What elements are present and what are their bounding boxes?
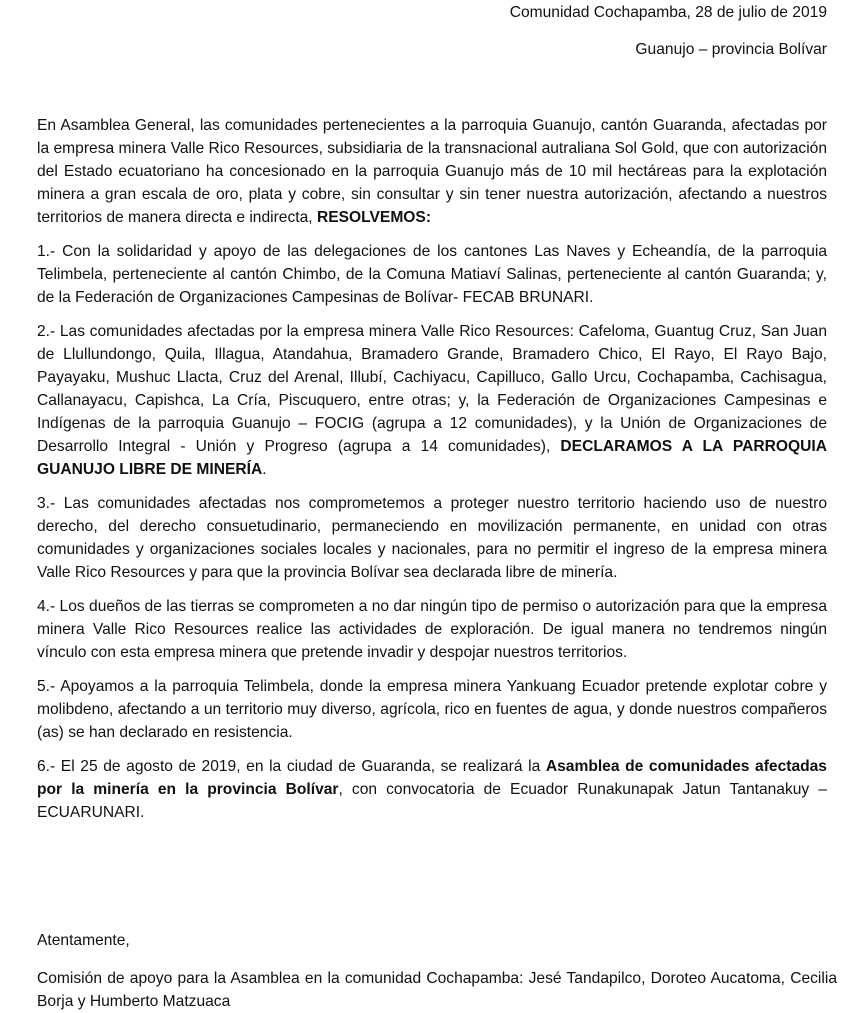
intro-text: En Asamblea General, las comunidades pertenecientes a la parroquia Guanujo, cantón Guaranda, afectadas por la empresa minera Valle Rico Resources, subsidiaria de la transnacional autraliana Sol Gold, que con autorización del Estado ecuatoriano ha concesionado en la parroquia Guanujo más de 10 mil hectáreas para la explotación minera a gran escala de oro, plata y cobre, sin consultar y sin tener nuestra autorización, afectando a nuestros territorios de manera directa e indirecta, — [37, 117, 827, 226]
resolution-3 — [37, 492, 827, 584]
resolution-text: 1.- Con la solidaridad y apoyo de las delegaciones de los cantones Las Naves y Echeandía, de la parroquia Telimbela, perteneciente al cantón Chimbo, de la Comuna Matiaví Salinas, perteneciente al cantón Guaranda; y, de la Federación de Organizaciones Campesinas de Bolívar- FECAB BRUNARI. — [37, 243, 827, 306]
resolution-1 — [37, 240, 827, 309]
closing-salutation: Atentamente, — [37, 932, 130, 949]
resolution-bold: DECLARAMOS A LA PARROQUIA GUANUJO LIBRE DE MINERÍA — [37, 438, 828, 478]
resolution-text: 5.- Apoyamos a la parroquia Telimbela, donde la empresa minera Yankuang Ecuador pretende explotar cobre y molibdeno, afectando a un territorio muy diverso, agrícola, rico en fuentes de agua, y donde nuestros compañeros (as) se han declarado en resistencia. — [37, 678, 827, 741]
intro-bold: RESOLVEMOS: — [316, 209, 432, 226]
date-line: Comunidad Cochapamba, 28 de julio de 2019 — [509, 4, 827, 21]
resolution-5 — [37, 675, 827, 744]
resolution-text: 2.- Las comunidades afectadas por la empresa minera Valle Rico Resources: Cafeloma, Guantug Cruz, San Juan de Llullundongo, Quila, Illagua, Atandahua, Bramadero Grande, Bramadero Chico, El Rayo, El Rayo Bajo, Payayaku, Mushuc Llacta, Cruz del Arenal, Illubí, Cachiyacu, Capilluco, Gallo Urcu, Cochapamba, Cachisagua, Callanayacu, Capishca, La Cría, Piscuquero, entre otras; y, la Federación de Organizaciones Campesinas e Indígenas de la parroquia Guanujo – FOCIG (agrupa a 12 comunidades), y la Unión de Organizaciones de Desarrollo Integral - Unión y Progreso (agrupa a 14 comunidades), — [37, 323, 827, 455]
place-line: Guanujo – provincia Bolívar — [635, 41, 827, 58]
intro-paragraph — [37, 114, 827, 229]
resolution-bold: Asamblea de comunidades afectadas por la minería en la provincia Bolívar — [37, 758, 827, 798]
document-body — [37, 114, 827, 835]
resolution-text: 3.- Las comunidades afectadas nos comprometemos a proteger nuestro territorio haciendo uso de nuestro derecho, del derecho consuetudinario, permaneciendo en movilización permanente, en unidad con otras comunidades y organizaciones sociales locales y nacionales, para no permitir el ingreso de la empresa minera Valle Rico Resources y para que la provincia Bolívar sea declarada libre de minería. — [37, 495, 827, 581]
resolution-tail: , con convocatoria de Ecuador Runakunapak Jatun Tantanakuy – ECUARUNARI. — [37, 781, 827, 821]
resolution-2 — [37, 320, 827, 481]
resolution-6 — [37, 755, 827, 824]
resolution-4 — [37, 595, 827, 664]
signature-line: Comisión de apoyo para la Asamblea en la comunidad Cochapamba: Jesé Tandapilco, Doroteo Aucatoma, Cecilia Borja y Humberto Matzuaca — [37, 970, 837, 1010]
resolution-text: 4.- Los dueños de las tierras se comprometen a no dar ningún tipo de permiso o autorización para que la empresa minera Valle Rico Resources realice las actividades de exploración. De igual manera no tendremos ningún vínculo con esta empresa minera que pretende invadir y despojar nuestros territorios. — [37, 598, 827, 661]
resolution-tail: . — [262, 461, 267, 478]
resolution-text: 6.- El 25 de agosto de 2019, en la ciudad de Guaranda, se realizará la — [37, 758, 546, 775]
